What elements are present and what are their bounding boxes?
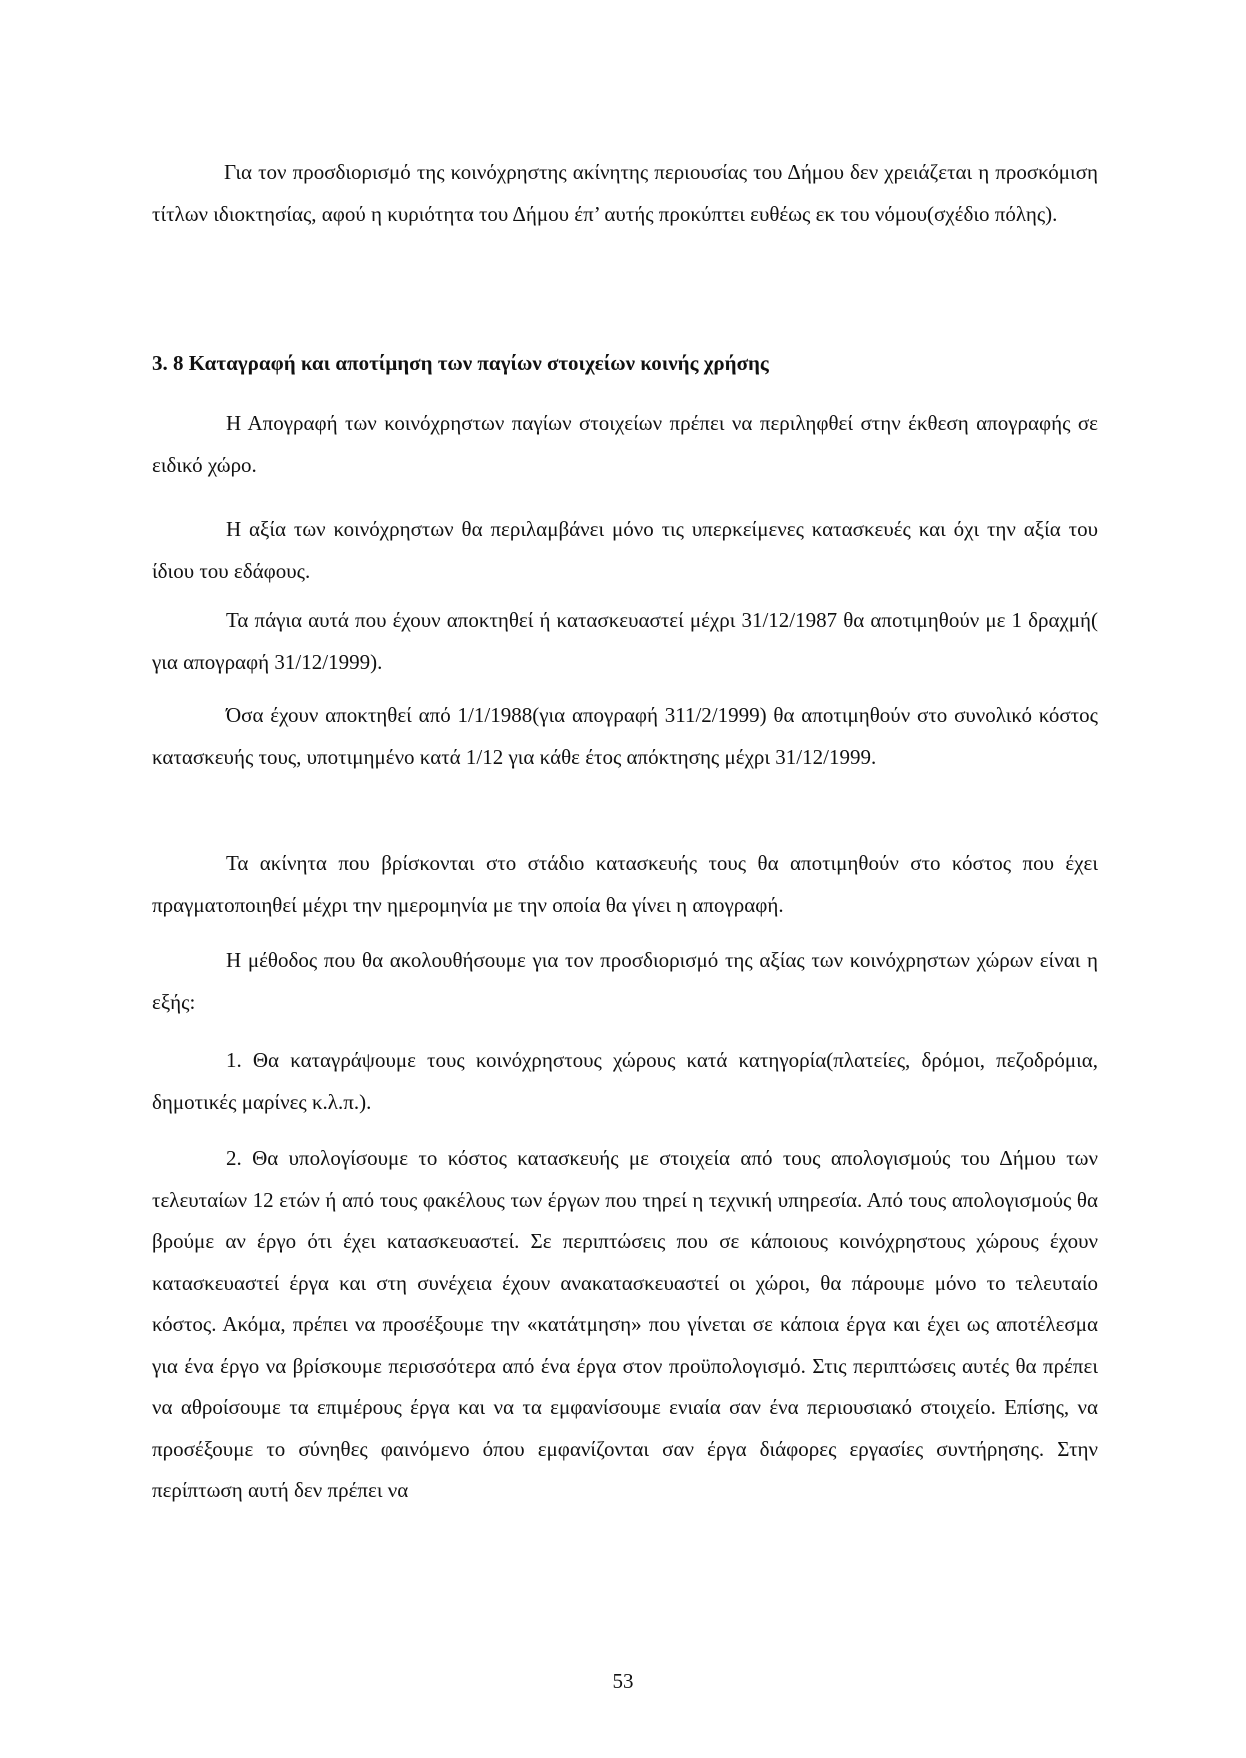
paragraph-assets-1987: Τα πάγια αυτά που έχουν αποκτηθεί ή κατασκευαστεί μέχρι 31/12/1987 θα αποτιμηθούν με 1 δραχμή( για απογραφή 31/12/1999). (152, 608, 1098, 674)
section-heading: 3. 8 Καταγραφή και αποτίμηση των παγίων στοιχείων κοινής χρήσης (152, 351, 769, 375)
paragraph-value: Η αξία των κοινόχρηστων θα περιλαμβάνει μόνο τις υπερκείμενες κατασκευές και όχι την αξία του ίδιου του εδάφους. (152, 517, 1098, 583)
paragraph-method: Η μέθοδος που θα ακολουθήσουμε για τον προσδιορισμό της αξίας των κοινόχρηστων χώρων είναι η εξής: (152, 948, 1098, 1014)
intro-paragraph: Για τον προσδιορισμό της κοινόχρηστης ακίνητης περιουσίας του Δήμου δεν χρειάζεται η προσκόμιση τίτλων ιδιοκτησίας, αφού η κυριότητα του Δήμου έπ’ αυτής προκύπτει ευθέως εκ του νόμου(σχέδιο πόλης). (152, 160, 1098, 226)
paragraph-inventory: Η Απογραφή των κοινόχρηστων παγίων στοιχείων πρέπει να περιληφθεί στην έκθεση απογραφής σε ειδικό χώρο. (152, 411, 1098, 477)
list-item-2: 2. Θα υπολογίσουμε το κόστος κατασκευής με στοιχεία από τους απολογισμούς του Δήμου των τελευταίων 12 ετών ή από τους φακέλους των έργων που τηρεί η τεχνική υπηρεσία. Από τους απολογισμούς θα βρούμε αν έργο ότι έχει κατασκευαστεί. Σε περιπτώσεις που σε κάποιους κοινόχρηστους χώρους έχουν κατασκευαστεί έργα και στη συνέχεια έχουν ανακατασκευαστεί οι χώροι, θα πάρουμε μόνο το τελευταίο κόστος. Ακόμα, πρέπει να προσέξουμε την «κατάτμηση» που γίνεται σε κάποια έργα και έχει ως αποτέλεσμα για ένα έργο να βρίσκουμε περισσότερα από ένα έργα στον προϋπολογισμό. Στις περιπτώσεις αυτές θα πρέπει να αθροίσουμε τα επιμέρους έργα και να τα εμφανίσουμε ενιαία σαν ένα περιουσιακό στοιχείο. Επίσης, να προσέξουμε το σύνηθες φαινόμενο όπου εμφανίζονται σαν έργα διάφορες εργασίες συντήρησης. Στην περίπτωση αυτή δεν πρέπει να (152, 1146, 1098, 1502)
list-item-1: 1. Θα καταγράψουμε τους κοινόχρηστους χώρους κατά κατηγορία(πλατείες, δρόμοι, πεζοδρόμια, δημοτικές μαρίνες κ.λ.π.). (152, 1048, 1098, 1114)
paragraph-assets-1988: Όσα έχουν αποκτηθεί από 1/1/1988(για απογραφή 311/2/1999) θα αποτιμηθούν στο συνολικό κόστος κατασκευής τους, υποτιμημένο κατά 1/12 για κάθε έτος απόκτησης μέχρι 31/12/1999. (152, 703, 1098, 769)
paragraph-under-construction: Τα ακίνητα που βρίσκονται στο στάδιο κατασκευής τους θα αποτιμηθούν στο κόστος που έχει πραγματοποιηθεί μέχρι την ημερομηνία με την οποία θα γίνει η απογραφή. (152, 851, 1098, 917)
page-number: 53 (612, 1669, 634, 1693)
